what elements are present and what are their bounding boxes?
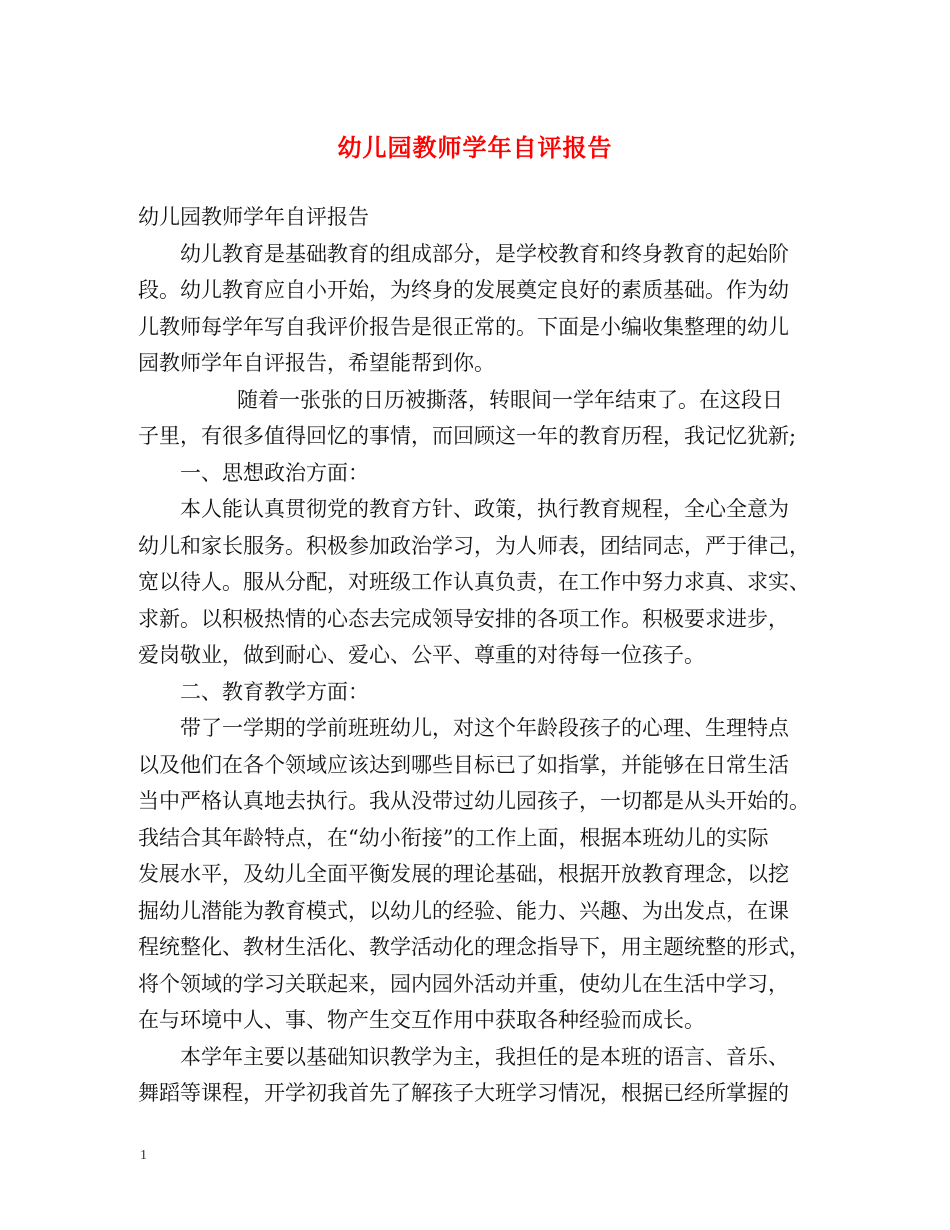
document-title: 幼儿园教师学年自评报告 (337, 133, 613, 162)
body-line: 求新。以积极热情的心态去完成领导安排的各项工作。积极要求进步， (138, 606, 789, 631)
body-line: 在与环境中人、事、物产生交互作用中获取各种经验而成长。 (138, 1008, 705, 1032)
body-line: 段。幼儿教育应自小开始，为终身的发展奠定良好的素质基础。作为幼 (138, 278, 789, 302)
body-line: 本学年主要以基础知识教学为主，我担任的是本班的语言、音乐、 (180, 1044, 789, 1069)
body-line: 宽以待人。服从分配，对班级工作认真负责，在工作中努力求真、求实、 (138, 570, 810, 594)
body-line: 当中严格认真地去执行。我从没带过幼儿园孩子，一切都是从头开始的。 (138, 789, 810, 813)
body-line: 发展水平，及幼儿全面平衡发展的理论基础，根据开放教育理念，以挖 (138, 862, 789, 886)
body-line: 舞蹈等课程，开学初我首先了解孩子大班学习情况，根据已经所掌握的 (138, 1081, 789, 1105)
body-line: 爱岗敬业，做到耐心、爱心、公平、尊重的对待每一位孩子。 (138, 643, 705, 667)
body-line: 以及他们在各个领域应该达到哪些目标已了如指掌，并能够在日常生活 (138, 752, 789, 777)
body-line: 掘幼儿潜能为教育模式，以幼儿的经验、能力、兴趣、为出发点，在课 (138, 898, 789, 923)
body-line: 带了一学期的学前班班幼儿，对这个年龄段孩子的心理、生理特点 (180, 716, 789, 740)
page-number: 1 (140, 1148, 147, 1163)
body-line: 将个领域的学习关联起来，园内园外活动并重，使幼儿在生活中学习， (138, 971, 789, 996)
document-body (138, 199, 818, 1112)
body-line: 幼儿园教师学年自评报告 (138, 205, 369, 229)
body-line: 园教师学年自评报告，希望能帮到你。 (138, 351, 495, 375)
body-line: 幼儿和家长服务。积极参加政治学习，为人师表，团结同志，严于律己， (138, 533, 810, 558)
body-line: 随着一张张的日历被撕落，转眼间一学年结束了。在这段日 (237, 387, 783, 412)
body-line: 我结合其年龄特点，在“幼小衔接”的工作上面，根据本班幼儿的实际 (138, 825, 769, 850)
body-line: 程统整化、教材生活化、教学活动化的理念指导下，用主题统整的形式， (138, 935, 810, 959)
section-heading: 二、教育教学方面： (180, 679, 369, 704)
body-line: 子里，有很多值得回忆的事情，而回顾这一年的教育历程，我记忆犹新; (138, 424, 797, 448)
section-heading: 一、思想政治方面： (180, 460, 369, 485)
body-line: 幼儿教育是基础教育的组成部分，是学校教育和终身教育的起始阶 (180, 241, 789, 266)
body-line: 本人能认真贯彻党的教育方针、政策，执行教育规程，全心全意为 (180, 497, 789, 521)
body-line: 儿教师每学年写自我评价报告是很正常的。下面是小编收集整理的幼儿 (138, 314, 789, 339)
